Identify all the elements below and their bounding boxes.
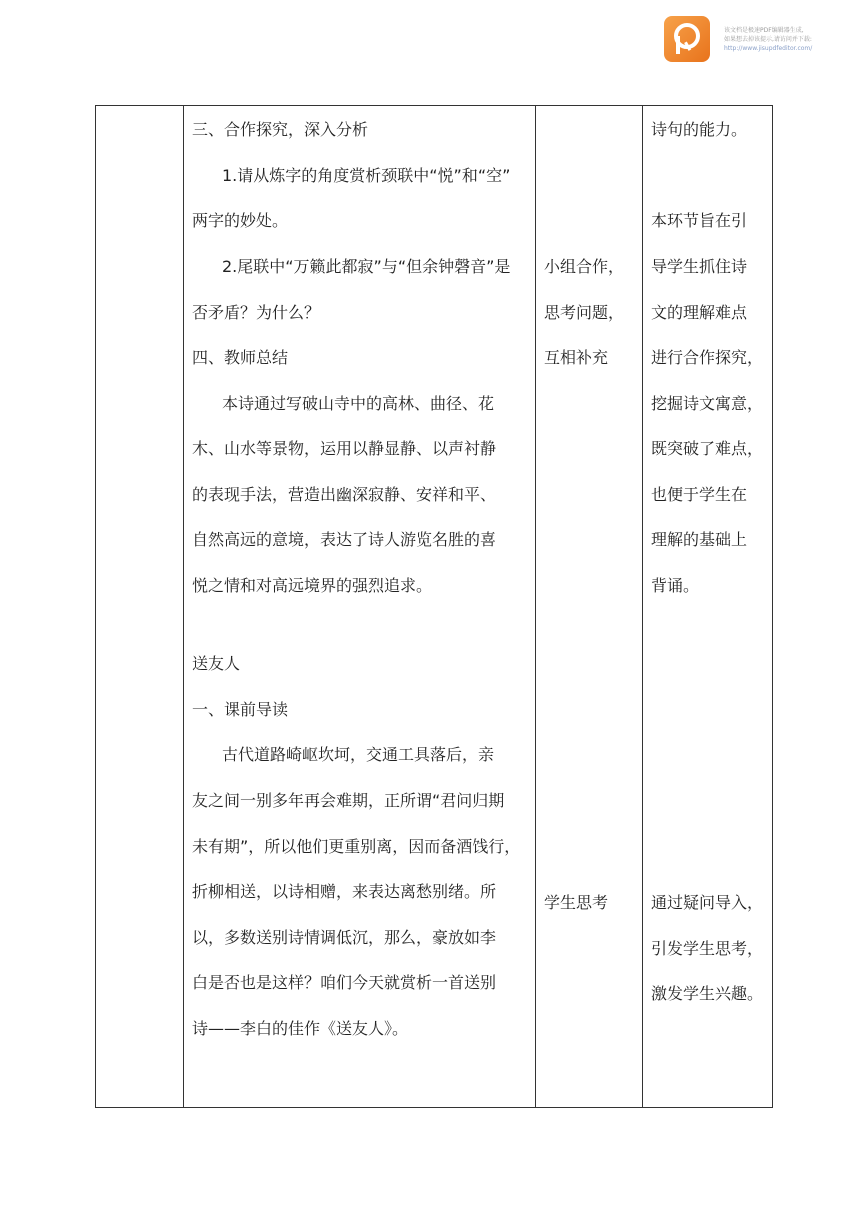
intent-line: 也便于学生在 <box>651 485 748 504</box>
summary-line: 的表现手法，营造出幽深寂静、安祥和平、 <box>192 485 497 504</box>
intro-line: 折柳相送，以诗相赠，来表达离愁别绪。所 <box>192 882 497 901</box>
intro-line: 诗——李白的佳作《送友人》。 <box>192 1019 409 1038</box>
intro-line: 未有期”，所以他们更重别离，因而备酒饯行， <box>192 837 521 856</box>
column-student-activity <box>536 106 642 1107</box>
intent-line: 诗句的能力。 <box>651 120 748 139</box>
poem-title: 送友人 <box>192 654 241 673</box>
intent-line: 激发学生兴趣。 <box>651 984 764 1003</box>
intent-line: 本环节旨在引 <box>651 211 748 230</box>
summary-line: 木、山水等景物，运用以静显静、以声衬静 <box>192 439 497 458</box>
student-activity-line: 思考问题， <box>544 303 625 322</box>
question-2-line-1: 2.尾联中“万籁此都寂”与“但余钟磬音”是 <box>222 257 511 276</box>
pdf-editor-logo <box>664 16 710 62</box>
intent-line: 进行合作探究， <box>651 348 764 367</box>
student-activity-line: 学生思考 <box>544 893 609 912</box>
intent-line: 文的理解难点 <box>651 303 748 322</box>
intent-line: 背诵。 <box>651 576 700 595</box>
watermark-text <box>724 26 864 53</box>
intent-line: 理解的基础上 <box>651 530 748 549</box>
question-1-line-2: 两字的妙处。 <box>192 211 289 230</box>
intro-line: 白是否也是这样？咱们今天就赏析一首送别 <box>192 973 497 992</box>
question-1-line-1: 1.请从炼字的角度赏析颈联中“悦”和“空” <box>222 166 511 185</box>
watermark-line-1: 该文档是极速PDF编辑器生成, <box>724 27 804 34</box>
intent-line: 导学生抓住诗 <box>651 257 748 276</box>
lesson-table <box>95 105 773 1108</box>
section-heading-4: 四、教师总结 <box>192 348 289 367</box>
watermark-url: http://www.jisupdfeditor.com/ <box>724 45 813 52</box>
student-activity-line: 互相补充 <box>544 348 609 367</box>
question-2-line-2: 否矛盾？为什么？ <box>192 303 321 322</box>
intent-line: 挖掘诗文寓意， <box>651 394 764 413</box>
intro-line: 古代道路崎岖坎坷，交通工具落后，亲 <box>222 745 495 764</box>
column-content <box>184 106 535 1107</box>
intro-line: 以，多数送别诗情调低沉，那么，豪放如李 <box>192 928 497 947</box>
section-heading-3: 三、合作探究，深入分析 <box>192 120 369 139</box>
column-empty <box>96 106 183 1107</box>
student-activity-line: 小组合作， <box>544 257 625 276</box>
intent-line: 通过疑问导入， <box>651 893 764 912</box>
summary-line: 悦之情和对高远境界的强烈追求。 <box>192 576 433 595</box>
intro-line: 友之间一别多年再会难期，正所谓“君问归期 <box>192 791 505 810</box>
column-design-intent <box>643 106 773 1107</box>
summary-line: 自然高远的意境，表达了诗人游览名胜的喜 <box>192 530 497 549</box>
section-heading-1: 一、课前导读 <box>192 700 289 719</box>
intent-line: 既突破了难点， <box>651 439 764 458</box>
p-logo-icon <box>672 22 702 56</box>
intent-line: 引发学生思考， <box>651 939 764 958</box>
summary-line: 本诗通过写破山寺中的高林、曲径、花 <box>222 394 495 413</box>
watermark-line-2: 如果想去掉该提示,请访问并下载: <box>724 36 812 43</box>
